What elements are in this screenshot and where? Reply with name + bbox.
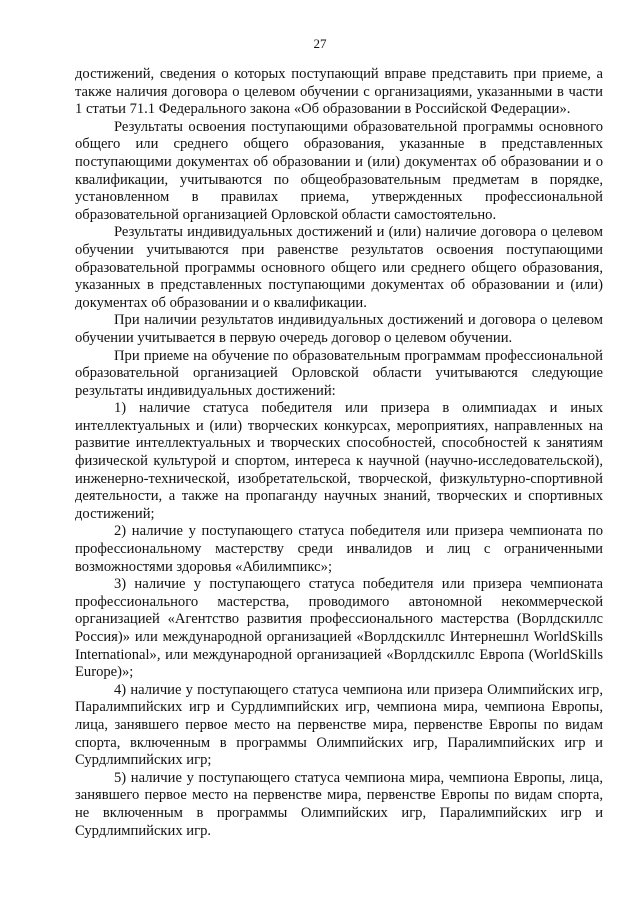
document-body xyxy=(75,66,603,840)
list-item-1: 1) наличие статуса победителя или призера в олимпиадах и иных интеллектуальных и (или) творческих конкурсах, мероприятиях, направленных на развитие интеллектуальных и творческих способностей, способностей к занятиям физической культурой и спортом, интереса к научной (научно-исследовательской), инженерно-технической, изобретательской, творческой, физкультурно-спортивной деятельности, а также на пропаганду научных знаний, творческих и спортивных достижений; xyxy=(75,400,603,522)
list-item-3: 3) наличие у поступающего статуса победителя или призера чемпионата профессионального мастерства, проводимого автономной некоммерческой организацией «Агентство развития профессионального мастерства (Ворлдскиллс Россия)» или международной организацией «Ворлдскиллс Интернешнл WorldSkills International», или международной организацией «Ворлдскиллс Европа (WorldSkills Europe)»; xyxy=(75,576,603,681)
page-number: 27 xyxy=(313,36,327,51)
list-item-4: 4) наличие у поступающего статуса чемпиона или призера Олимпийских игр, Паралимпийских игр и Сурдлимпийских игр, чемпиона мира, чемпиона Европы, лица, занявшего первое место на первенстве мира, первенстве Европы по видам спорта, включенным в программы Олимпийских игр, Паралимпийских игр и Сурдлимпийских игр; xyxy=(75,681,603,769)
paragraph-individual-achievements: Результаты индивидуальных достижений и (или) наличие договора о целевом обучении учитываются при равенстве результатов освоения поступающими образовательной программы основного общего или среднего общего образования, указанных в представленных поступающими документах об образовании и (или) документах об образовании и о квалификации. xyxy=(75,224,603,311)
paragraph-achievements-intro: При приеме на обучение по образовательным программам профессиональной образовательной организацией Орловской области учитываются следующие результаты индивидуальных достижений: xyxy=(75,347,603,399)
list-item-5: 5) наличие у поступающего статуса чемпиона мира, чемпиона Европы, лица, занявшего первое место на первенстве мира, первенстве Европы по видам спорта, не включенным в программы Олимпийских игр, Паралимпийских игр и Сурдлимпийских игр. xyxy=(75,769,603,839)
paragraph-continuation: достижений, сведения о которых поступающий вправе представить при приеме, а также наличия договора о целевом обучении с организациями, указанными в части 1 статьи 71.1 Федерального закона «Об образовании в Российской Федерации». xyxy=(75,66,603,118)
paragraph-education-results: Результаты освоения поступающими образовательной программы основного общего или среднего общего образования, указанные в представленных поступающими документах об образовании и (или) документах об образовании и о квалификации, учитываются по общеобразовательным предметам в порядке, установленном в правилах приема, утвержденных профессиональной образовательной организацией Орловской области самостоятельно. xyxy=(75,118,603,223)
list-item-2: 2) наличие у поступающего статуса победителя или призера чемпионата по профессиональному мастерству среди инвалидов и лиц с ограниченными возможностями здоровья «Абилимпикс»; xyxy=(75,523,603,575)
paragraph-priority-contract: При наличии результатов индивидуальных достижений и договора о целевом обучении учитывается в первую очередь договор о целевом обучении. xyxy=(75,312,603,346)
